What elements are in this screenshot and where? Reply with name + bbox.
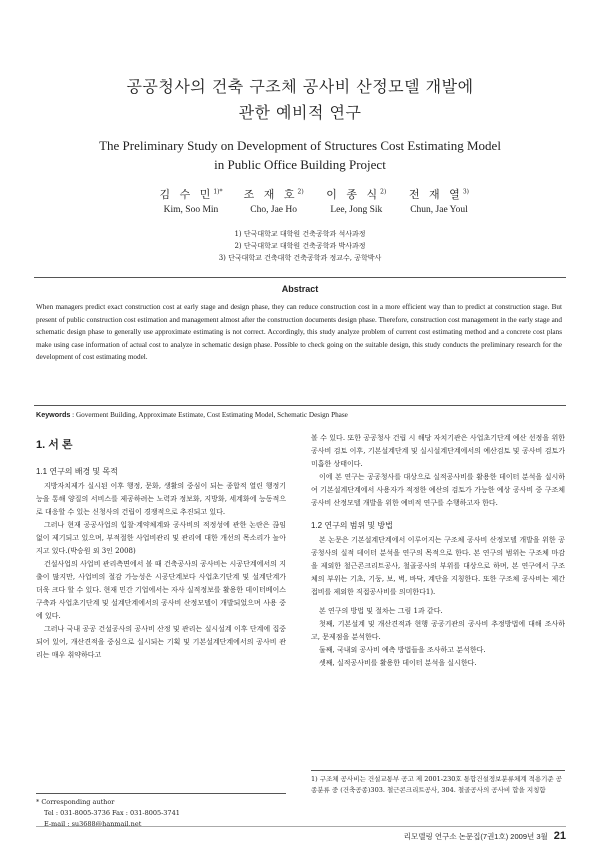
english-title-line-1: The Preliminary Study on Development of Structures Cost Estimating Model xyxy=(99,138,501,153)
author-name-ko: 전 재 열 xyxy=(408,188,463,201)
journal-info: 리모델링 연구소 논문집(7권1호) 2009년 3월 xyxy=(403,832,548,841)
korean-title-line-1: 공공청사의 건축 구조체 공사비 산정모델 개발에 xyxy=(126,77,474,96)
affiliation-2: 2) 단국대학교 대학원 건축공학과 박사과정 xyxy=(234,242,366,250)
paragraph: 볼 수 있다. 또한 공공청사 건립 시 해당 자치기관은 사업초기단계 예산 선정을 위한 공사비 검토 이후, 기본설계단계 및 실시설계단계에서의 예산검토 및 공사비 검토가 미흡한 상태이다. xyxy=(311,434,565,468)
author-superscript: 1)* xyxy=(213,188,223,196)
author-4 xyxy=(398,186,480,215)
abstract-heading: Abstract xyxy=(281,284,319,294)
author-name-en: Cho, Jae Ho xyxy=(250,205,297,215)
author-name-ko: 김 수 민 xyxy=(159,188,214,201)
corresponding-author-footnote xyxy=(36,793,286,830)
section-heading: 1. 서 론 xyxy=(36,439,73,451)
right-column xyxy=(311,432,565,670)
affiliations xyxy=(0,228,600,264)
paragraph: 그러나 국내 공공 건설공사의 공사비 산정 및 관리는 실시설계 이후 단계에 집중되어 있어, 개산견적을 중심으로 실시되는 기획 및 기본설계단계에서의 공사비 관리는 매우 취약하다고 xyxy=(36,625,286,659)
author-name-en: Chun, Jae Youl xyxy=(410,205,468,215)
paragraph: 이에 본 연구는 공공청사를 대상으로 실적공사비를 활용한 데이터 분석을 실시하여 기본설계단계에서 사용자가 적정한 예산의 검토가 가능한 예상 공사비 중 구조체 공사비 산정모델 개발을 위한 예비적 연구를 수행하고자 한다. xyxy=(311,473,565,507)
paragraph: 그러나 현재 공공사업의 입찰·계약체계와 공사비의 적정성에 관한 논란은 끊임없이 제기되고 있으며, 부적절한 사업비관리 및 관리에 대한 개선의 목소리가 높아지고 있다.(박승원 외 3인 2008) xyxy=(36,521,286,555)
author-superscript: 2) xyxy=(297,188,304,196)
paragraph: 본 연구의 방법 및 절차는 그림 1과 같다. xyxy=(319,607,443,615)
author-name-en: Lee, Jong Sik xyxy=(330,205,383,215)
keywords xyxy=(36,410,566,419)
author-name-ko: 조 재 호 xyxy=(243,188,298,201)
paragraph: 건설사업의 사업비 관리측면에서 볼 때 건축공사의 공사비는 시공단계에서의 지출이 많지만, 사업비의 절감 가능성은 시공단계보다 사업초기단계 및 설계단계가 더욱 크다 할 수 있다. 현재 민간 기업에서는 자사 실적정보를 활용한 데이터베이스 구축과 사업초기단계 및 설계단계에서의 공사비 산정모델이 개발되었으며 사용 중에 있다. xyxy=(36,560,286,620)
subsection-heading: 1.1 연구의 배경 및 목적 xyxy=(36,467,118,476)
footnote-text: 1) 구조체 공사비는 건설교통부 공고 제 2001-230호 통합건설정보분류체계 적용기준 공종분류 중 (건축공종)303. 철근콘크리트공사, 304. 철골공사의 공사비 합을 지칭함 xyxy=(311,775,563,794)
author-3 xyxy=(315,186,397,215)
left-column xyxy=(36,432,286,662)
author-list xyxy=(150,186,480,215)
footnote-email: E-mail : su3688@hanmail.net xyxy=(44,820,142,828)
abstract-section xyxy=(34,277,566,406)
affiliation-1: 1) 단국대학교 대학원 건축공학과 석사과정 xyxy=(234,230,366,238)
affiliation-3: 3) 단국대학교 건축대학 건축공학과 정교수, 공학박사 xyxy=(218,254,382,262)
author-superscript: 3) xyxy=(462,188,469,196)
keywords-text: : Goverment Building, Approximate Estimate, Cost Estimating Model, Schematic Design Phase xyxy=(70,411,348,419)
author-2 xyxy=(233,186,315,215)
english-title xyxy=(0,136,600,174)
keywords-label: Keywords xyxy=(36,410,71,419)
footnote-tel: Tel : 031-8005-3736 Fax : 031-8005-3741 xyxy=(44,809,180,817)
paragraph: 둘째, 국내외 공사비 예측 방법들을 조사하고 분석한다. xyxy=(319,646,486,654)
footnote xyxy=(311,770,565,796)
author-name-en: Kim, Soo Min xyxy=(163,205,219,215)
english-title-line-2: in Public Office Building Project xyxy=(214,157,386,172)
author-superscript: 2) xyxy=(380,188,387,196)
paragraph: 셋째, 실적공사비를 활용한 데이터 분석을 실시한다. xyxy=(319,659,477,667)
footer-divider xyxy=(36,826,566,827)
author-1 xyxy=(150,186,232,215)
korean-title-line-2: 관한 예비적 연구 xyxy=(238,103,362,122)
paragraph: 첫째, 기본설계 및 개산견적과 현행 공공기관의 공사비 추정방법에 대해 조사하고, 문제점을 분석한다. xyxy=(311,620,565,641)
footnote-title: * Corresponding author xyxy=(36,798,115,806)
paragraph: 지방자치제가 실시된 이후 행정, 문화, 생활의 중심이 되는 종합적 열린 행정기능을 통해 양질의 서비스를 제공하려는 노력과 정보화, 지방화, 세계화에 능동적으로 대응할 수 있는 신청사의 건립이 경쟁적으로 추진되고 있다. xyxy=(36,482,286,516)
paragraph: 본 논문은 기본설계단계에서 이루어지는 구조체 공사비 산정모델 개발을 위한 공공청사의 실적 데이터 분석을 연구의 목적으로 한다. 본 연구의 범위는 구조체 마감을 제외한 철근콘크리트공사, 철골공사의 부위를 대상으로 하며, 본 연구에서 구조체의 부위는 기초, 기둥, 보, 벽, 바닥, 계단을 지칭한다. 또한 구조체 공사비는 제간접비를 제외한 직접공사비를 의미한다1). xyxy=(311,536,565,596)
subsection-heading: 1.2 연구의 범위 및 방법 xyxy=(311,521,393,530)
korean-title xyxy=(0,74,600,126)
page-footer xyxy=(300,830,566,842)
page-number: 21 xyxy=(553,830,566,842)
author-name-ko: 이 종 식 xyxy=(326,188,381,201)
abstract-text: When managers predict exact construction cost at early stage and design phase, they can reduce construction cost in a more efficient way than to predict at construction stage. But present of public construction cost estimation and management almost after the construction documents design phase. Therefore, construction cost management in the early stage and schematic design phase to generally use approximate estimating is not correct. Accordingly, this study analyze problem of current cost estimating method and a concrete cost plans make using case information of actual cost to analyze in schematic design phase. Possible to check going on the suitable design, this study conducts the preliminary research for the development of cost estimating model. xyxy=(36,303,562,362)
